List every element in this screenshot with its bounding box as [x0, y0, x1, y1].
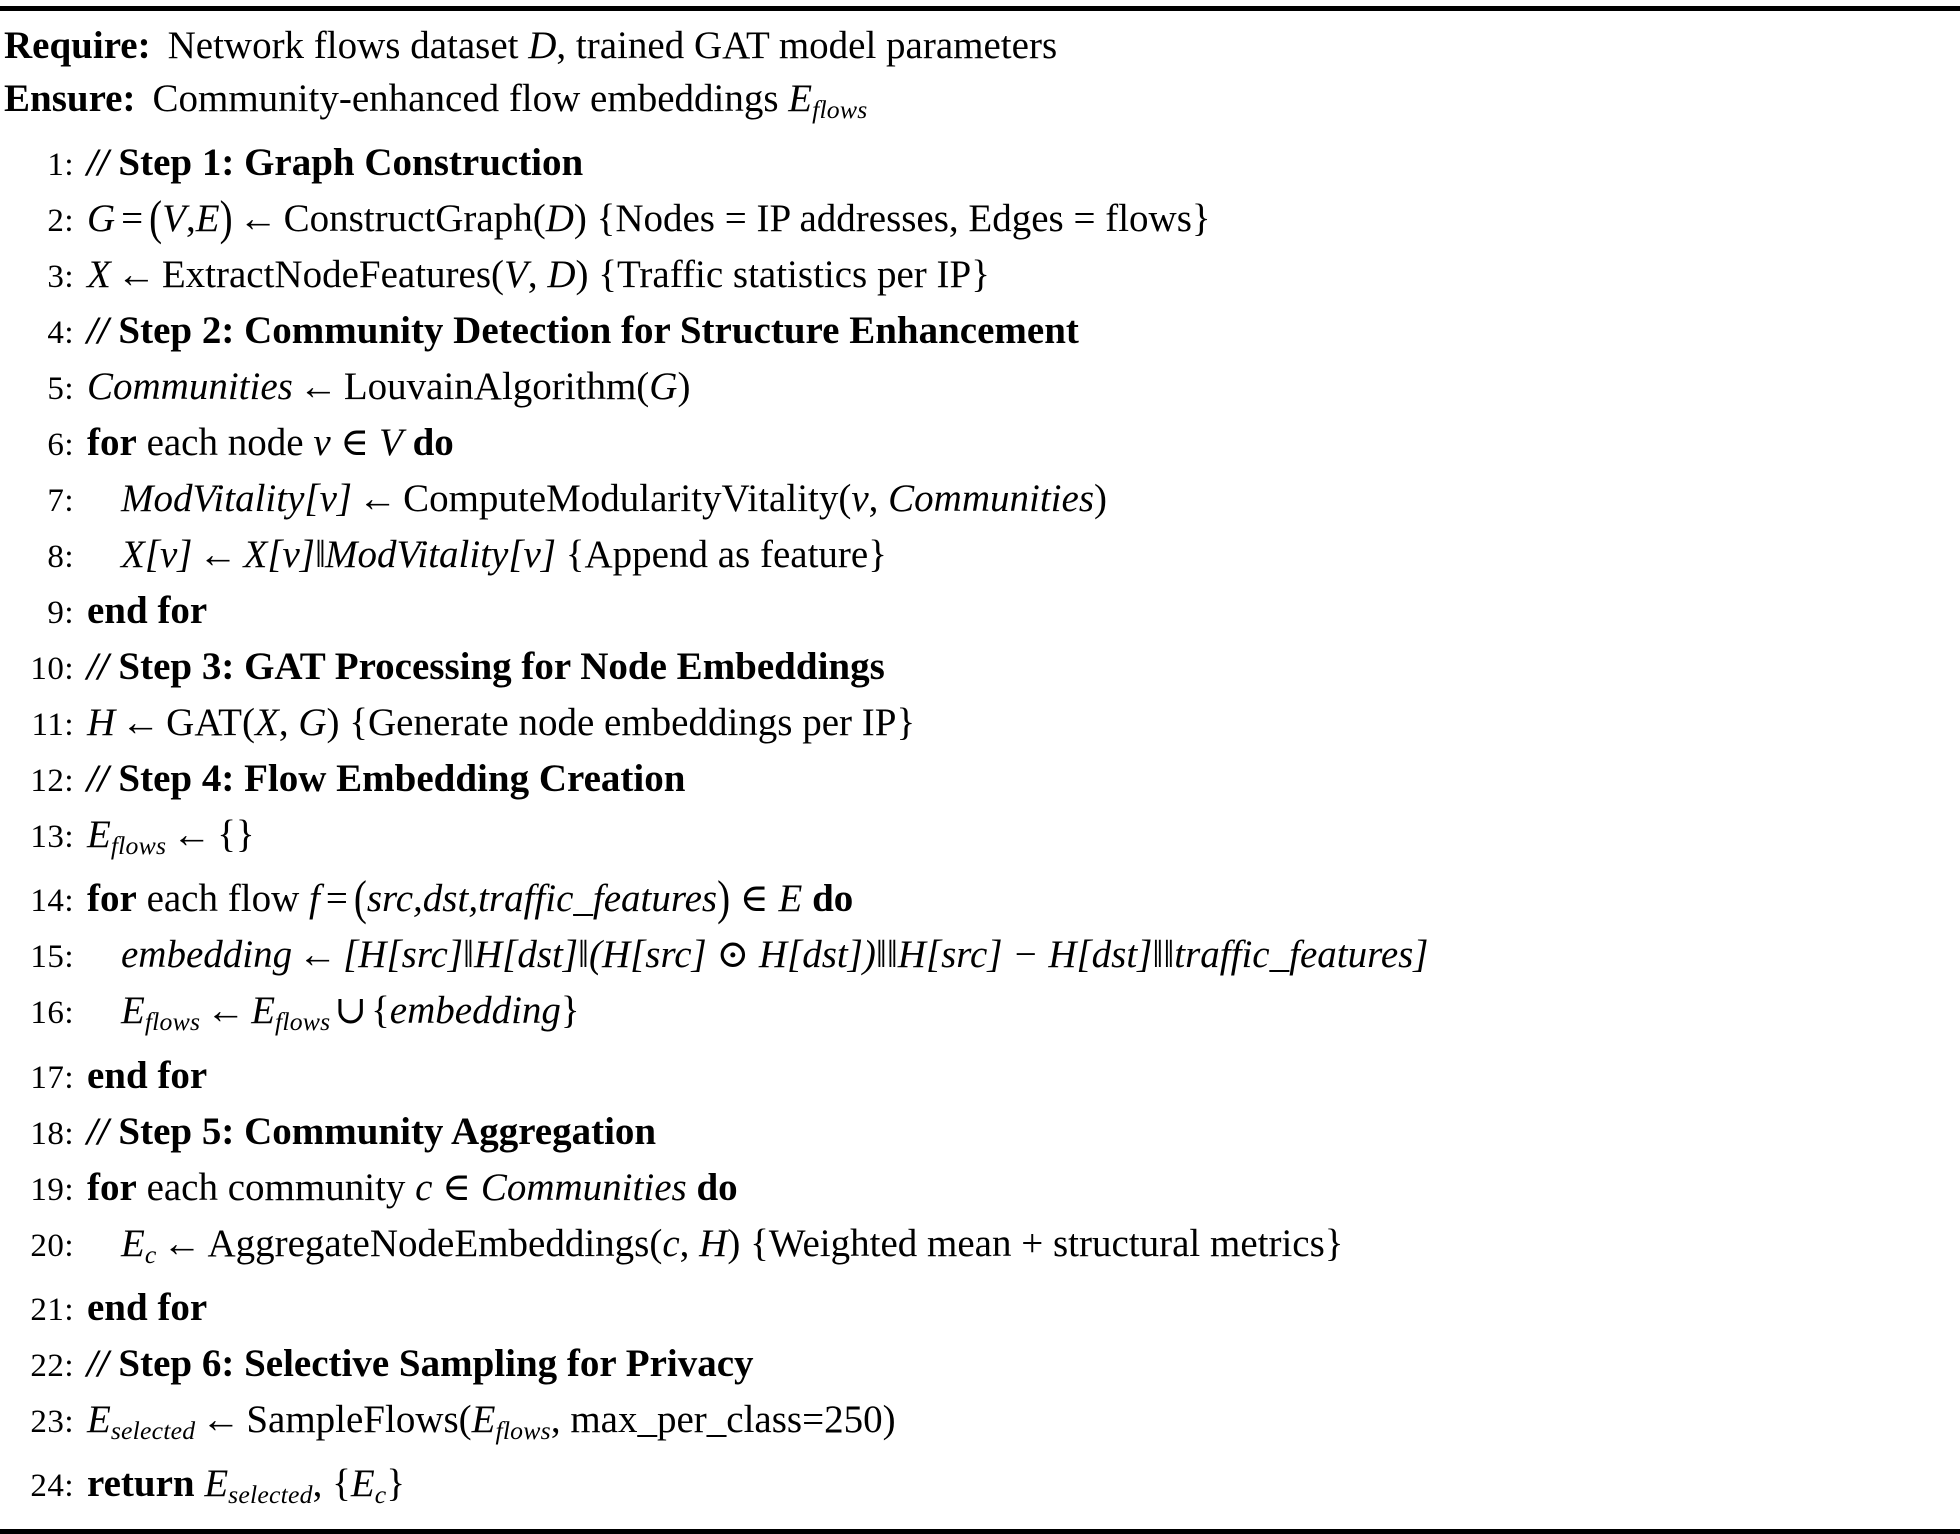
line-note: {Append as feature}: [565, 533, 887, 577]
close-paren: ): [219, 191, 233, 246]
concat-operator: ‖: [315, 533, 325, 577]
algorithm-line-10: [0, 640, 1960, 696]
line-content: [87, 1393, 1960, 1457]
line-number: 24:: [30, 1468, 74, 1505]
close-paren: ): [1094, 477, 1108, 521]
line-content: [87, 1217, 1960, 1281]
algorithm-line-20: [0, 1217, 1960, 1281]
line-content: [87, 1457, 1960, 1521]
token-community: community: [227, 1165, 406, 1209]
token-x-index-v: X[v]: [121, 533, 193, 577]
ensure-var-subscript: flows: [812, 95, 868, 125]
close-paren: ): [677, 365, 691, 409]
assign-arrow: ←: [298, 365, 338, 409]
comment-text: Step 2: Community Detection for Structure Enhancement: [118, 309, 1079, 353]
close-brace: }: [560, 989, 580, 1033]
token-subscript-flows: flows: [275, 1007, 331, 1037]
line-content: [87, 192, 1960, 245]
open-brace: {: [332, 1462, 351, 1506]
line-number: 14:: [30, 883, 74, 920]
token-v: V: [504, 253, 528, 297]
line-content: [87, 696, 1960, 749]
require-text-before: Network flows dataset: [167, 24, 529, 67]
token-h: H: [87, 701, 116, 745]
line-number: 22:: [30, 1347, 74, 1384]
line-note: {Traffic statistics per IP}: [598, 253, 990, 297]
assign-arrow: ←: [121, 701, 161, 745]
ensure-value: [152, 72, 867, 136]
algorithm-line-23: [0, 1393, 1960, 1457]
token-equals: =: [121, 197, 144, 241]
token-equals: =: [325, 877, 348, 921]
embedding-expression: [H[src]‖H[dst]‖(H[src] ⊙ H[dst])‖‖H[src] − H[dst]‖‖traffic_features]: [343, 933, 1429, 977]
assign-arrow: ←: [238, 197, 278, 241]
token-c: c: [662, 1221, 680, 1265]
algorithm-line-17: [0, 1049, 1960, 1105]
token-x: X: [87, 253, 111, 297]
algorithm-block: [0, 6, 1960, 1534]
token-comma: ,: [186, 197, 196, 241]
line-content: [87, 136, 1960, 189]
token-v: v: [851, 477, 869, 521]
token-e: E: [251, 989, 276, 1033]
line-number: 1:: [47, 147, 74, 184]
algorithm-line-3: [0, 248, 1960, 304]
assign-arrow: ←: [201, 1397, 241, 1441]
token-subscript-selected: selected: [228, 1480, 313, 1510]
token-v: v: [313, 421, 331, 465]
close-brace: }: [386, 1462, 406, 1506]
union-operator: ∪: [334, 989, 368, 1033]
keyword-for: for: [87, 1165, 137, 1209]
token-comma: ,: [679, 1221, 700, 1265]
fn-gat: GAT(: [166, 701, 255, 745]
assign-arrow: ←: [116, 253, 156, 297]
token-d: D: [547, 253, 576, 297]
algorithm-line-14: [0, 872, 1960, 928]
token-subscript-flows: flows: [495, 1416, 551, 1446]
token-g: G: [649, 365, 678, 409]
token-e: E: [350, 1462, 375, 1506]
token-e: E: [204, 1462, 229, 1506]
algorithm-line-22: [0, 1337, 1960, 1393]
ensure-var-e: E: [788, 77, 813, 120]
algorithm-line-7: [0, 472, 1960, 528]
token-communities: Communities: [480, 1165, 687, 1209]
algorithm-line-11: [0, 696, 1960, 752]
assign-arrow: ←: [172, 813, 212, 857]
token-c: c: [415, 1165, 433, 1209]
line-number: 12:: [30, 763, 74, 800]
algorithm-line-1: [0, 136, 1960, 192]
line-number: 13:: [30, 819, 74, 856]
line-number: 11:: [31, 707, 74, 744]
assign-arrow: ←: [198, 533, 238, 577]
line-content: [87, 984, 1960, 1048]
token-e: E: [87, 813, 111, 857]
comment-marker: //: [87, 141, 109, 185]
sampleflows-arg: , max_per_class=250): [550, 1397, 896, 1441]
token-bigv: V: [379, 421, 403, 465]
algorithm-line-24: [0, 1457, 1960, 1521]
keyword-do: do: [812, 877, 854, 921]
keyword-each: each: [146, 1165, 218, 1209]
algorithm-line-5: [0, 360, 1960, 416]
line-content: [87, 1161, 1960, 1214]
close-paren: ): [326, 701, 340, 745]
line-content: [87, 752, 1960, 805]
line-content: [87, 1337, 1960, 1390]
token-index-v: [v]: [304, 477, 353, 521]
token-subscript-c: c: [374, 1480, 387, 1510]
require-keyword: Require:: [4, 24, 151, 67]
line-content: [87, 1105, 1960, 1158]
line-number: 15:: [30, 939, 74, 976]
close-paren: ): [573, 197, 587, 241]
token-modvitality: ModVitality: [121, 477, 305, 521]
token-e: E: [471, 1397, 496, 1441]
comment-text: Step 5: Community Aggregation: [118, 1109, 657, 1153]
token-g: G: [298, 701, 327, 745]
fn-extractnodefeatures: ExtractNodeFeatures(: [161, 253, 505, 297]
algorithm-line-4: [0, 304, 1960, 360]
line-number: 3:: [47, 259, 74, 296]
close-paren: ): [575, 253, 589, 297]
keyword-do: do: [696, 1165, 738, 1209]
line-number: 4:: [47, 315, 74, 352]
line-number: 8:: [47, 539, 74, 576]
keyword-each: each: [146, 877, 218, 921]
algorithm-line-13: [0, 808, 1960, 872]
line-content: [87, 640, 1960, 693]
keyword-for: for: [87, 421, 137, 465]
token-e: E: [121, 989, 145, 1033]
token-h: H: [699, 1221, 728, 1265]
token-subscript-flows: flows: [110, 831, 167, 861]
comment-text: Step 3: GAT Processing for Node Embeddings: [118, 645, 885, 689]
line-number: 21:: [30, 1291, 74, 1328]
algorithm-line-16: [0, 984, 1960, 1048]
line-content: [87, 304, 1960, 357]
keyword-return: return: [87, 1462, 195, 1506]
token-comma: ,: [868, 477, 889, 521]
algorithm-line-2: [0, 192, 1960, 248]
fn-computemodularityvitality: ComputeModularityVitality(: [403, 477, 852, 521]
line-content: end for: [87, 589, 208, 633]
line-number: 18:: [30, 1115, 74, 1152]
require-text-after: , trained GAT model parameters: [556, 24, 1058, 67]
token-embedding: embedding: [389, 989, 561, 1033]
line-number: 17:: [30, 1059, 74, 1096]
comment-marker: //: [87, 645, 109, 689]
line-number: 16:: [30, 995, 74, 1032]
line-content: [87, 928, 1960, 981]
token-embedding: embedding: [121, 933, 293, 977]
comment-marker: //: [87, 309, 109, 353]
line-number: 7:: [47, 483, 74, 520]
token-communities: Communities: [87, 365, 293, 409]
token-subscript-flows: flows: [144, 1007, 201, 1037]
line-number: 19:: [30, 1171, 74, 1208]
algorithm-line-21: [0, 1281, 1960, 1337]
algorithm-line-18: [0, 1105, 1960, 1161]
fn-louvainalgorithm: LouvainAlgorithm(: [343, 365, 650, 409]
comment-marker: //: [87, 1341, 109, 1385]
token-comma: ,: [527, 253, 548, 297]
fn-sampleflows: SampleFlows(: [246, 1397, 472, 1441]
comment-text: Step 1: Graph Construction: [118, 141, 584, 185]
open-brace: {: [371, 989, 390, 1033]
ensure-text-before: Community-enhanced flow embeddings: [152, 77, 789, 120]
token-d: D: [545, 197, 574, 241]
token-communities: Communities: [888, 477, 1095, 521]
token-index-v: [v]: [508, 533, 557, 577]
line-content: [87, 528, 1960, 581]
open-paren: (: [149, 191, 163, 246]
token-f: f: [309, 877, 320, 921]
token-tuple: src,dst,traffic_features: [366, 877, 718, 921]
close-paren: ): [717, 872, 731, 926]
comment-text: Step 4: Flow Embedding Creation: [118, 757, 686, 801]
token-member-of: ∈: [442, 1165, 472, 1209]
token-comma: ,: [312, 1462, 333, 1506]
token-subscript-selected: selected: [110, 1416, 196, 1446]
line-number: 10:: [30, 651, 74, 688]
token-node: node: [227, 421, 304, 465]
token-flow: flow: [227, 877, 300, 921]
fn-constructgraph: ConstructGraph(: [283, 197, 546, 241]
bottom-rule: [0, 1529, 1960, 1534]
algorithm-line-15: [0, 928, 1960, 984]
line-content: end for: [87, 1053, 208, 1097]
token-modvitality: ModVitality: [324, 533, 509, 577]
token-g: G: [87, 197, 116, 241]
token-subscript-c: c: [144, 1239, 157, 1269]
comment-marker: //: [87, 757, 109, 801]
token-empty-set: {}: [217, 813, 255, 857]
line-number: 9:: [47, 595, 74, 632]
require-value: [168, 19, 1058, 72]
line-number: 2:: [47, 203, 74, 240]
comment-text: Step 6: Selective Sampling for Privacy: [118, 1341, 754, 1385]
token-comma: ,: [278, 701, 299, 745]
line-content: [87, 416, 1960, 469]
fn-aggregatenodeembeddings: AggregateNodeEmbeddings(: [207, 1221, 663, 1265]
line-content: [87, 808, 1960, 872]
token-member-of: ∈: [739, 877, 769, 921]
token-bige: E: [778, 877, 803, 921]
line-content: [87, 872, 1960, 925]
line-number: 20:: [30, 1227, 74, 1264]
line-note: {Weighted mean + structural metrics}: [750, 1221, 1344, 1265]
require-line: [0, 19, 1960, 72]
ensure-keyword: Ensure:: [4, 77, 136, 120]
token-e: E: [87, 1397, 111, 1441]
line-note: {Generate node embeddings per IP}: [349, 701, 916, 745]
algorithm-line-8: [0, 528, 1960, 584]
assign-arrow: ←: [206, 989, 246, 1033]
token-member-of: ∈: [340, 421, 370, 465]
open-paren: (: [353, 872, 367, 926]
line-number: 6:: [47, 427, 74, 464]
line-number: 5:: [47, 371, 74, 408]
token-x-index-v: X[v]: [243, 533, 315, 577]
token-x: X: [255, 701, 279, 745]
line-number: 23:: [30, 1403, 74, 1440]
algorithm-body: [0, 11, 1960, 1521]
assign-arrow: ←: [298, 933, 338, 977]
line-content: [87, 248, 1960, 301]
assign-arrow: ←: [358, 477, 398, 521]
line-content: [87, 472, 1960, 525]
comment-marker: //: [87, 1109, 109, 1153]
token-e: E: [195, 197, 220, 241]
keyword-do: do: [412, 421, 454, 465]
algorithm-line-9: [0, 584, 1960, 640]
keyword-for: for: [87, 877, 137, 921]
ensure-line: [0, 72, 1960, 136]
line-note: {Nodes = IP addresses, Edges = flows}: [596, 197, 1211, 241]
algorithm-line-19: [0, 1161, 1960, 1217]
algorithm-line-12: [0, 752, 1960, 808]
require-var-d: D: [528, 24, 557, 67]
token-v: V: [162, 197, 186, 241]
assign-arrow: ←: [162, 1221, 202, 1265]
line-content: end for: [87, 1285, 208, 1329]
token-e: E: [121, 1221, 145, 1265]
keyword-each: each: [146, 421, 218, 465]
close-paren: ): [727, 1221, 741, 1265]
algorithm-line-6: [0, 416, 1960, 472]
line-content: [87, 360, 1960, 413]
